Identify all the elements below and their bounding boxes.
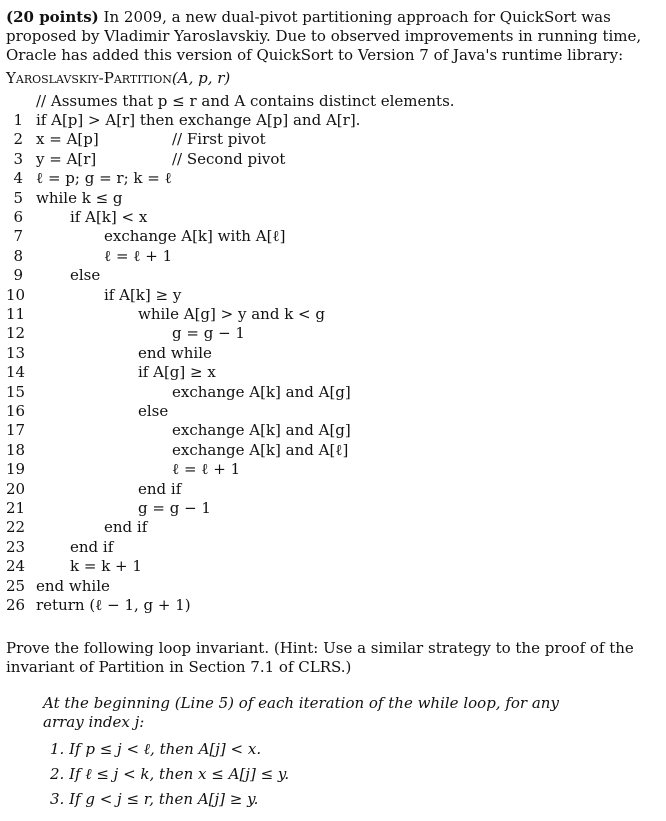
code-line	[0, 286, 666, 305]
code-line	[0, 363, 666, 382]
code-comment: // Second pivot	[172, 149, 286, 168]
code-line	[0, 344, 666, 363]
code-line	[0, 480, 666, 499]
intro-text: In 2009, a new dual-pivot partitioning approach for QuickSort was proposed by Vladimir Yaroslavskiy. Due to observed improvements in running time, Oracle has added this version of QuickSort to Version 7 of Java's runtime library:	[6, 8, 642, 64]
line-number: 10	[6, 285, 26, 304]
line-number: 19	[6, 460, 26, 479]
code-text: ℓ = p; g = r; k = ℓ	[36, 169, 172, 188]
code-text: y = A[r]	[36, 149, 97, 168]
code-text: x = A[p]	[36, 130, 99, 149]
line-number: 17	[6, 421, 26, 440]
code-text: while A[g] > y and k < g	[138, 305, 325, 323]
line-number: 7	[13, 227, 23, 246]
code-line	[0, 324, 666, 343]
invariant-item-2: 2. If ℓ ≤ j < k, then x ≤ A[j] ≤ y.	[50, 765, 290, 783]
code-line	[0, 538, 666, 557]
code-line	[0, 247, 666, 266]
code-text: end while	[36, 576, 110, 595]
algorithm-name: Yaroslavskiy-Partition	[6, 69, 172, 87]
problem-intro	[6, 8, 654, 65]
code-line	[0, 596, 666, 615]
line-number: 22	[6, 518, 26, 537]
code-text: if A[g] ≥ x	[138, 363, 216, 382]
algorithm-title	[6, 69, 230, 88]
code-line	[0, 421, 666, 440]
code-line	[0, 441, 666, 460]
line-number: 25	[6, 576, 26, 595]
code-text: if A[p] > A[r] then exchange A[p] and A[r].	[36, 111, 361, 129]
line-number: 26	[6, 596, 26, 614]
algorithm-params: (A, p, r)	[171, 69, 231, 87]
code-text: return (ℓ − 1, g + 1)	[36, 596, 191, 614]
prove-prompt: Prove the following loop invariant. (Hint: Use a similar strategy to the proof of the invariant of Partition in Section 7.1 of CLRS.)	[6, 639, 634, 676]
code-line	[0, 111, 666, 130]
code-text: exchange A[k] and A[g]	[172, 382, 351, 401]
points-label: (20 points)	[6, 8, 99, 26]
code-line	[0, 402, 666, 421]
line-number: 24	[6, 557, 26, 576]
code-line	[0, 169, 666, 188]
line-number: 12	[6, 324, 26, 343]
code-line	[0, 305, 666, 324]
code-text: ℓ = ℓ + 1	[172, 460, 241, 479]
line-number: 4	[13, 169, 23, 188]
code-text: g = g − 1	[138, 499, 211, 517]
code-line	[0, 460, 666, 479]
invariant-intro: At the beginning (Line 5) of each iteration of the while loop, for any array index j:	[43, 694, 559, 731]
code-line	[0, 383, 666, 402]
code-text: if A[k] < x	[70, 208, 148, 226]
code-line	[0, 499, 666, 518]
code-text: if A[k] ≥ y	[104, 285, 182, 304]
line-number: 8	[13, 246, 23, 265]
code-text: else	[70, 266, 101, 285]
code-line	[0, 130, 666, 149]
code-line	[0, 208, 666, 227]
line-number: 1	[13, 111, 23, 129]
code-text: end if	[70, 537, 114, 556]
line-number: 18	[6, 440, 26, 459]
code-line	[0, 266, 666, 285]
invariant-item-3: 3. If g < j ≤ r, then A[j] ≥ y.	[50, 790, 259, 808]
code-text: while k ≤ g	[36, 188, 123, 207]
invariant-item-1: 1. If p ≤ j < ℓ, then A[j] < x.	[50, 740, 262, 758]
code-text: exchange A[k] and A[ℓ]	[172, 440, 349, 459]
line-number: 21	[6, 499, 26, 517]
code-text: k = k + 1	[70, 557, 142, 576]
code-text: exchange A[k] with A[ℓ]	[104, 227, 286, 246]
line-number: 5	[13, 188, 23, 207]
line-number: 16	[6, 402, 26, 420]
line-number: 2	[13, 130, 23, 149]
code-text: end while	[138, 343, 212, 362]
code-text: exchange A[k] and A[g]	[172, 421, 351, 440]
precondition-comment: // Assumes that p ≤ r and A contains distinct elements.	[36, 92, 455, 110]
code-comment: // First pivot	[172, 130, 266, 149]
line-number: 6	[13, 208, 23, 226]
code-text: ℓ = ℓ + 1	[104, 246, 173, 265]
code-text: end if	[138, 479, 182, 498]
code-line	[0, 557, 666, 576]
code-line	[0, 150, 666, 169]
code-text: end if	[104, 518, 148, 537]
line-number: 9	[13, 266, 23, 285]
line-number: 20	[6, 479, 26, 498]
line-number: 11	[6, 305, 26, 323]
line-number: 15	[6, 382, 26, 401]
line-number: 23	[6, 537, 26, 556]
code-line	[0, 518, 666, 537]
line-number: 13	[6, 343, 26, 362]
code-line	[0, 227, 666, 246]
line-number: 3	[13, 149, 23, 168]
line-number: 14	[6, 363, 26, 382]
code-line	[0, 577, 666, 596]
code-line	[0, 189, 666, 208]
code-text: else	[138, 402, 169, 420]
code-text: g = g − 1	[172, 324, 245, 343]
